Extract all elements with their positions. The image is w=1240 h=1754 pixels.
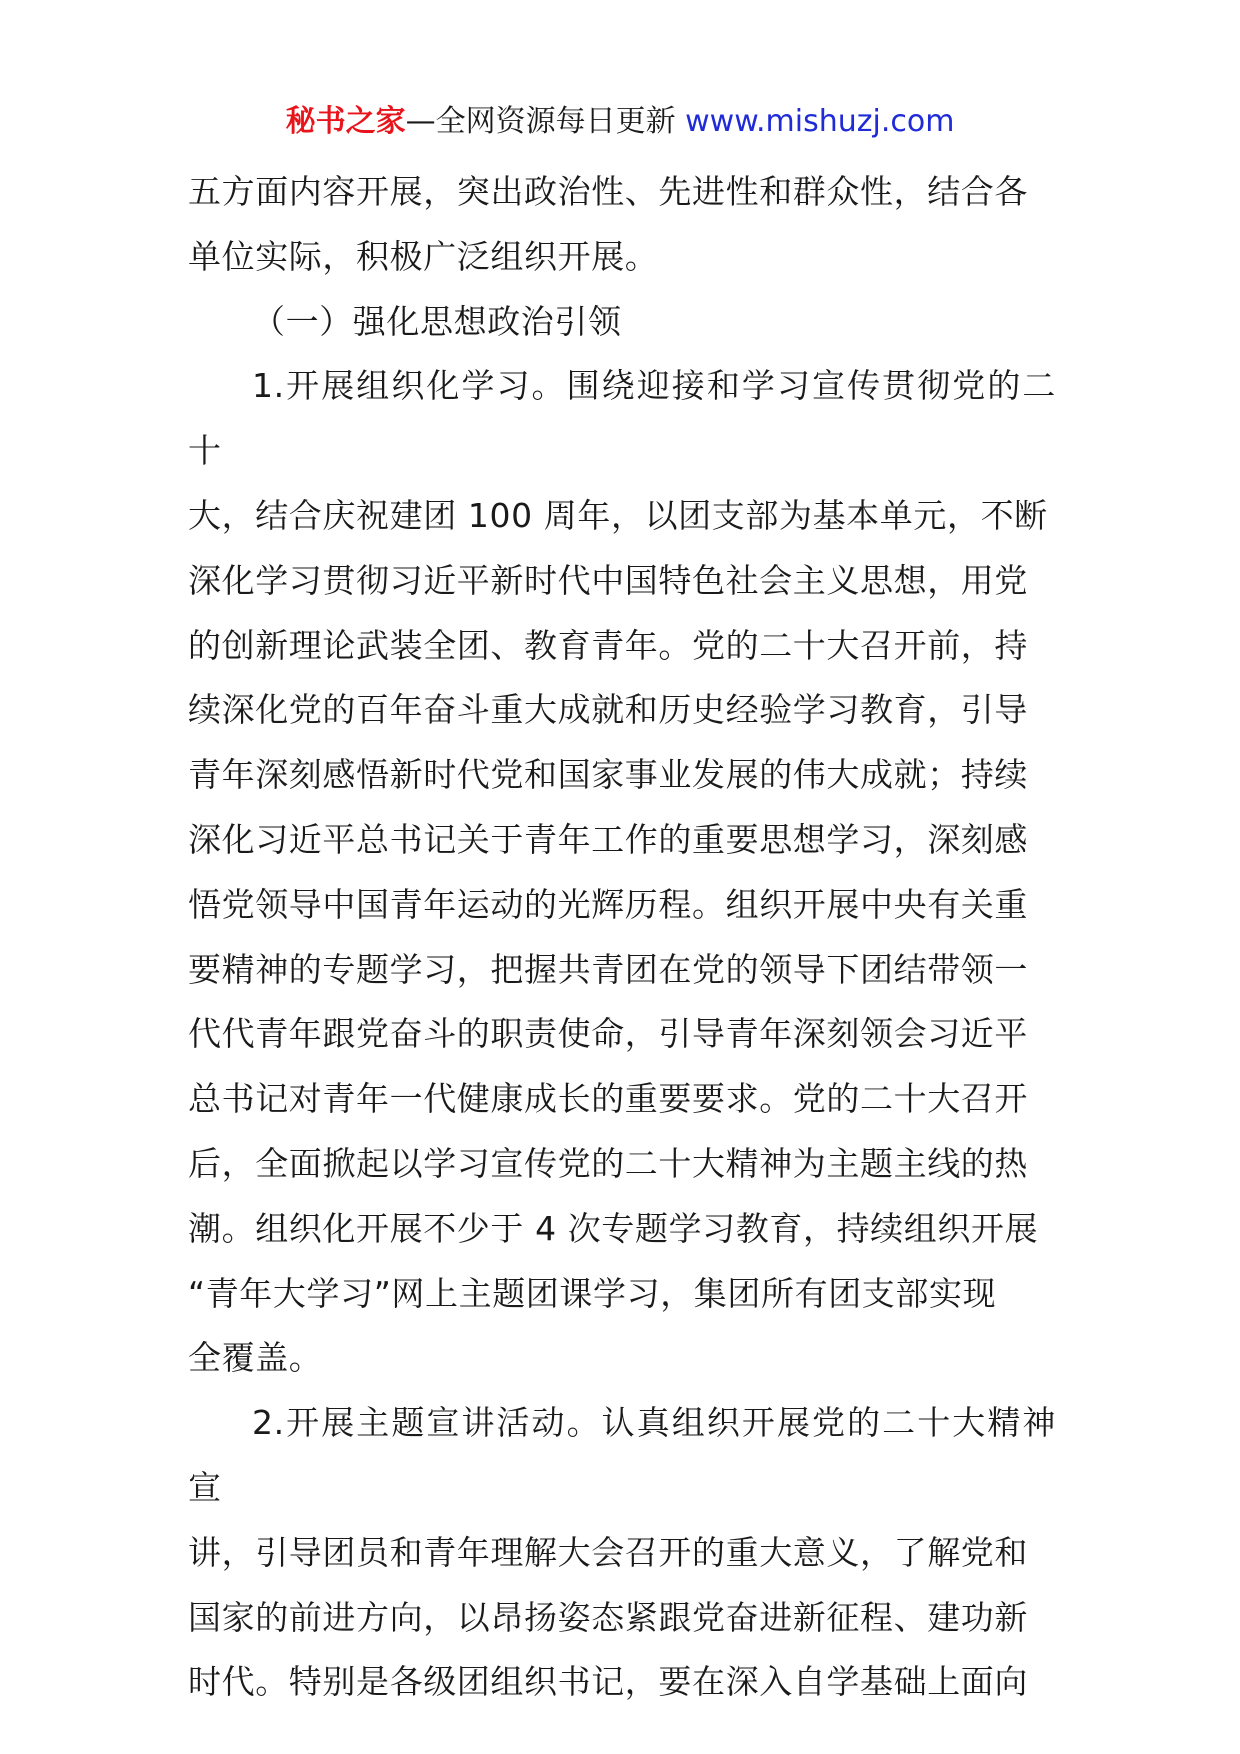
paragraph-continuation: 五方面内容开展，突出政治性、先进性和群众性，结合各 单位实际，积极广泛组织开展。 [188, 172, 1028, 276]
paragraph-organized-study: 1.开展组织化学习。围绕迎接和学习宣传贯彻党的二十 大，结合庆祝建团 100 周年，以团支部为基本单元，不断 深化学习贯彻习近平新时代中国特色社会主义思想，用党 的创新理论武装全团、教育青年。党的二十大召开前，持 续深化党的百年奋斗重大成就和历史经验学习教育，引导 青年深刻感悟新时代党和国家事业发展的伟大成就；持续 深化习近平总书记关于青年工作的重要思想学习，深刻感 悟党领导中国青年运动的光辉历程。组织开展中央有关重 要精神的专题学习，把握共青团在党的领导下团结带领一 代代青年跟党奋斗的职责使命，引导青年深刻领会习近平 总书记对青年一代健康成长的重要要求。党的二十大召开 后，全面掀起以学习宣传党的二十大精神为主题主线的热 潮。组织化开展不少于 4 次专题学习教育，持续组织开展 “青年大学习”网上主题团课学习，集团所有团支部实现 全覆盖。 [188, 366, 1056, 1378]
site-brand: 秘书之家 [285, 104, 406, 139]
document-body [188, 160, 1056, 1715]
site-tagline: —全网资源每日更新 [405, 104, 686, 139]
section-heading: （一）强化思想政治引领 [252, 301, 622, 341]
site-header [0, 100, 1240, 144]
site-url-link[interactable]: www.mishuzj.com [685, 104, 955, 139]
paragraph-theme-lectures: 2.开展主题宣讲活动。认真组织开展党的二十大精神宣 讲，引导团员和青年理解大会召开的重大意义，了解党和 国家的前进方向，以昂扬姿态紧跟党奋进新征程、建功新 时代。特别是各级团组织书记，要在深入自学基础上面向 [188, 1403, 1056, 1702]
